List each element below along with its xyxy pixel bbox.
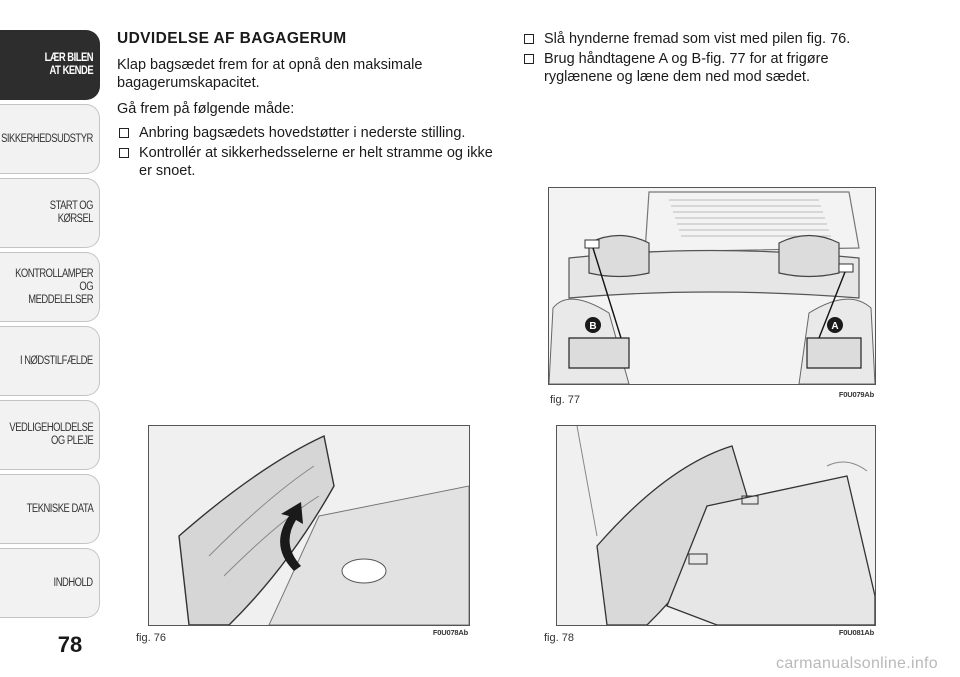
figure-code: F0U081Ab (838, 628, 874, 637)
tab-label: INDHOLD (53, 576, 93, 589)
figure-code: F0U078Ab (432, 628, 468, 637)
list-item-text: Slå hynderne fremad som vist med pilen fig. 76. (544, 31, 851, 47)
figure-77-illustration (548, 187, 876, 385)
tab-kontrollamper[interactable] (0, 252, 100, 322)
tab-vedligeholdelse[interactable] (0, 400, 100, 470)
figure-caption: fig. 76 (136, 632, 166, 644)
tab-label: I NØDSTILFÆLDE (20, 354, 93, 367)
rear-seat-headrests-illustration (549, 188, 875, 384)
list-item (117, 124, 497, 142)
figure-77 (548, 187, 876, 409)
tab-label: START OG KØRSEL (49, 200, 93, 225)
tab-laer-bilen-at-kende[interactable] (0, 30, 100, 100)
section-heading: UDVIDELSE AF BAGAGERUM (117, 30, 347, 47)
callout-label-a: A (831, 321, 839, 332)
procedure-intro: Gå frem på følgende måde: (117, 101, 295, 117)
figure-78-illustration (556, 425, 876, 626)
callout-label-b: B (589, 321, 597, 332)
figure-76 (136, 425, 470, 646)
checkbox-bullet-icon (524, 34, 534, 44)
list-item (117, 144, 497, 180)
tab-i-nodstilfaelde[interactable] (0, 326, 100, 396)
page-number: 78 (57, 632, 83, 657)
figure-78 (544, 425, 876, 646)
tab-sikkerhedsudstyr[interactable] (0, 104, 100, 174)
checkbox-bullet-icon (119, 148, 129, 158)
seat-cushion-folding-illustration (149, 426, 469, 625)
tab-label: LÆR BILEN AT KENDE (44, 52, 93, 77)
figure-caption: fig. 77 (550, 394, 580, 406)
figure-76-illustration (148, 425, 470, 626)
watermark: carmanualsonline.info (776, 655, 938, 672)
checkbox-bullet-icon (119, 128, 129, 138)
intro-paragraph: Klap bagsædet frem for at opnå den maksimale bagagerumskapacitet. (117, 57, 423, 91)
tab-indhold[interactable] (0, 548, 100, 618)
list-item-text: Brug håndtagene A og B-fig. 77 for at frigøre ryglænene og læne dem ned mod sædet. (544, 51, 829, 85)
tab-label: TEKNISKE DATA (26, 502, 93, 515)
folded-rear-seat-illustration (557, 426, 875, 625)
tab-label: SIKKERHEDSUDSTYR (1, 132, 93, 145)
list-item (522, 30, 892, 48)
list-item (522, 50, 892, 86)
list-item-text: Kontrollér at sikkerhedsselerne er helt stramme og ikke er snoet. (139, 145, 493, 179)
right-column (522, 30, 892, 88)
figure-code: F0U079Ab (838, 390, 874, 399)
tab-start-og-korsel[interactable] (0, 178, 100, 248)
tab-label: VEDLIGEHOLDELSE OG PLEJE (9, 422, 93, 447)
tab-tekniske-data[interactable] (0, 474, 100, 544)
left-column (117, 30, 497, 182)
checkbox-bullet-icon (524, 54, 534, 64)
tab-label: KONTROLLAMPER OG MEDDELELSER (15, 267, 93, 306)
list-item-text: Anbring bagsædets hovedstøtter i nederste stilling. (139, 125, 466, 141)
figure-caption: fig. 78 (544, 632, 574, 644)
